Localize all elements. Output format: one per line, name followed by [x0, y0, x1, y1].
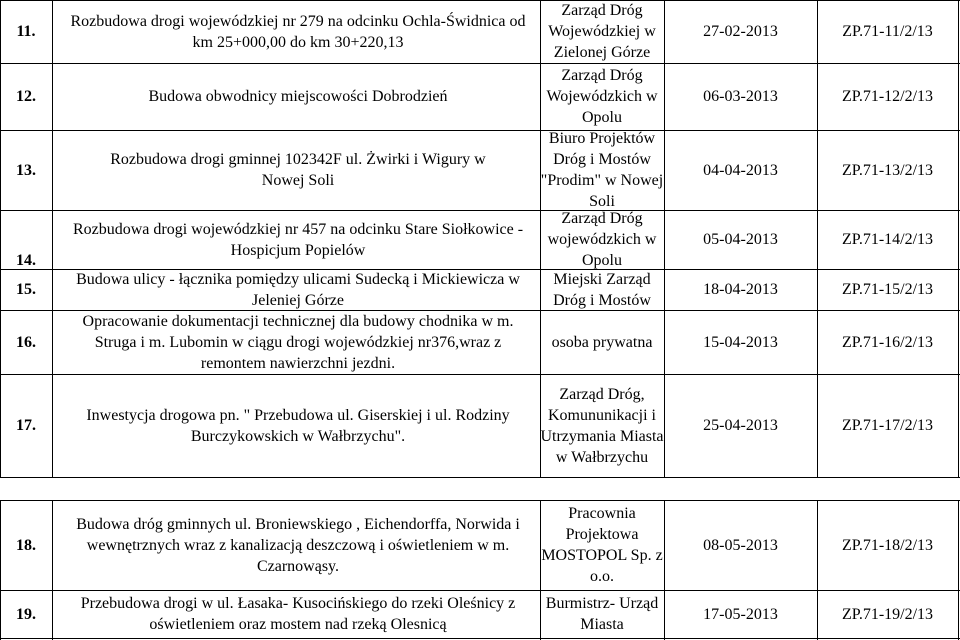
date: 05-04-2013 — [703, 231, 778, 248]
row-number: 19. — [16, 605, 36, 623]
date: 06-03-2013 — [703, 88, 778, 105]
reference-number: ZP.71-16/2/13 — [841, 333, 934, 351]
date: 04-04-2013 — [703, 161, 778, 179]
date: 08-05-2013 — [703, 536, 778, 554]
investor: Biuro Projektów Dróg i Mostów "Prodim" w Nowej Soli — [540, 130, 664, 210]
row-number: 12. — [16, 88, 36, 105]
investor: osoba prywatna — [551, 333, 653, 351]
grid-line — [0, 638, 960, 639]
project-description: Budowa ulicy - łącznika pomiędzy ulicami Sudecką i Mickiewicza w Jeleniej Górze — [76, 270, 520, 309]
investor: Zarząd Dróg, Komununikacji i Utrzymania Miasta w Wałbrzychu — [540, 385, 664, 466]
investor: Pracownia Projektowa MOSTOPOL Sp. z o.o. — [541, 505, 663, 585]
date: 17-05-2013 — [703, 605, 778, 623]
investor: Zarząd Dróg Wojewódzkiej w Zielonej Górze — [548, 2, 656, 61]
project-description: Budowa obwodnicy miejscowości Dobrodzień — [148, 88, 448, 105]
row-number: 17. — [16, 417, 36, 434]
row-number: 13. — [16, 161, 36, 179]
reference-number: ZP.71-14/2/13 — [841, 231, 934, 248]
row-number: 15. — [16, 281, 36, 298]
project-description: Rozbudowa drogi wojewódzkiej nr 279 na odcinku Ochla-Świdnica od km 25+000,00 do km 30+220,13 — [70, 12, 526, 51]
project-description: Opracowanie dokumentacji technicznej dla budowy chodnika w m. Struga i m. Lubomin w ciągu drogi wojewódzkiej nr376,wraz z remontem nawierzchni jezdni. — [82, 312, 514, 372]
reference-number: ZP.71-11/2/13 — [842, 23, 933, 40]
row-number: 18. — [16, 536, 36, 554]
project-description: Rozbudowa drogi wojewódzkiej nr 457 na odcinku Stare Siołkowice - Hospicjum Popielów — [72, 220, 524, 259]
date: 18-04-2013 — [703, 281, 778, 298]
project-description: Inwestycja drogowa pn. " Przebudowa ul. Giserskiej i ul. Rodziny Burczykowskich w Wałbrzychu". — [86, 406, 510, 445]
date: 25-04-2013 — [703, 417, 778, 434]
project-description: Budowa dróg gminnych ul. Broniewskiego , Eichendorffa, Norwida i wewnętrznych wraz z kanalizacją deszczową i oświetleniem w m. Czarnowąsy. — [76, 515, 520, 575]
grid-line — [52, 0, 53, 640]
reference-number: ZP.71-12/2/13 — [841, 88, 934, 105]
page-break — [0, 478, 960, 500]
reference-number: ZP.71-13/2/13 — [841, 161, 934, 179]
project-description: Przebudowa drogi w ul. Łasaka- Kusocińskiego do rzeki Oleśnicy z oświetleniem oraz mostem nad rzeką Olesnicą — [80, 595, 516, 633]
investor: Burmistrz- Urząd Miasta — [545, 595, 659, 633]
reference-number: ZP.71-17/2/13 — [841, 417, 934, 434]
investor: Miejski Zarząd Dróg i Mostów — [553, 270, 651, 309]
row-number: 14. — [16, 251, 36, 269]
reference-number: ZP.71-15/2/13 — [841, 281, 934, 298]
project-description: Rozbudowa drogi gminnej 102342F ul. Żwirki i Wigury w Nowej Soli — [110, 151, 486, 189]
date: 15-04-2013 — [703, 333, 778, 351]
reference-number: ZP.71-19/2/13 — [841, 605, 934, 623]
reference-number: ZP.71-18/2/13 — [841, 536, 934, 554]
investor: Zarząd Dróg Wojewódzkich w Opolu — [546, 67, 658, 126]
grid-line — [958, 0, 959, 640]
row-number: 11. — [16, 23, 36, 40]
date: 27-02-2013 — [703, 23, 778, 40]
investor: Zarząd Dróg wojewódzkich w Opolu — [547, 210, 657, 269]
row-number: 16. — [16, 333, 36, 351]
